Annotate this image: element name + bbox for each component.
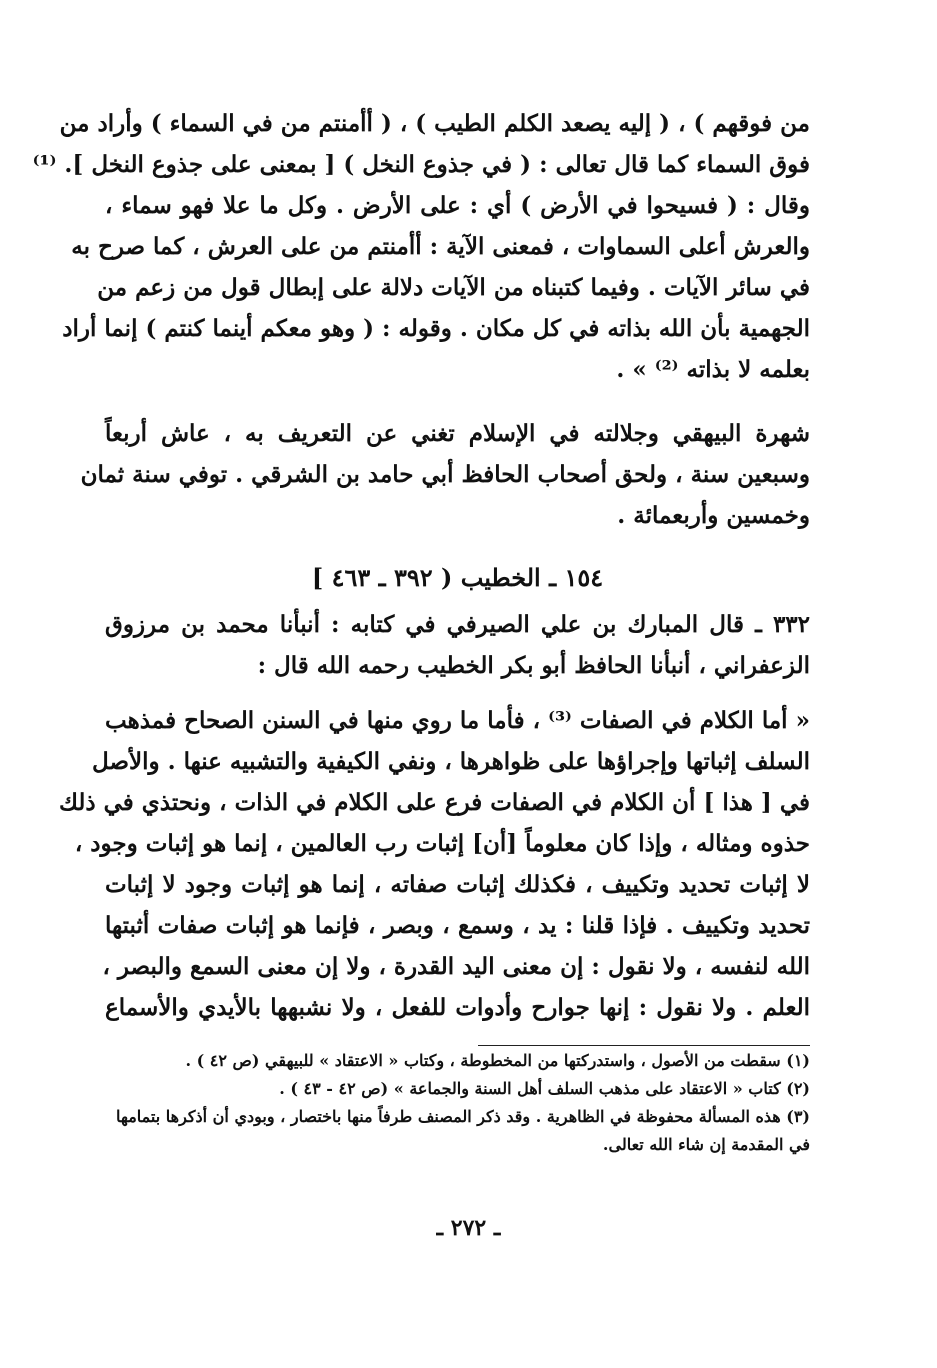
text-line: الله لنفسه ، ولا نقول : إن معنى اليد القدرة ، ولا إن معنى السمع والبصر ، [102, 953, 810, 980]
text-line: شهرة البيهقي وجلالته في الإسلام تغني عن التعريف به ، عاش أربعاً [105, 420, 810, 447]
paragraph-bayhaqi-bio [80, 413, 810, 536]
paragraph-khatib-quote [58, 700, 810, 1028]
text-line: السلف إثباتها وإجراؤها على ظواهرها ، ونفي الكيفية والتشبيه عنها . والأصل [92, 748, 810, 775]
section-heading: ١٥٤ ـ الخطيب ( ٣٩٢ ـ ٤٦٣ ] [311, 563, 604, 592]
footnote: (٢) كتاب « الاعتقاد على مذهب السلف أهل السنة والجماعة » (ص ٤٢ - ٤٣ ) . [279, 1079, 810, 1098]
page-number: ـ ٢٧٢ ـ [436, 1215, 501, 1241]
text-line: « أما الكلام في الصفات ⁽³⁾ ، فأما ما روي منها في السنن الصحاح فمذهب [105, 707, 810, 734]
footnote-divider [478, 1045, 810, 1046]
text-line: الجهمية بأن الله بذاته في كل مكان . وقوله : ( وهو معكم أينما كنتم ) إنما أراد [62, 315, 810, 342]
text-line: في سائر الآيات . وفيما كتبناه من الآيات دلالة على إبطال قول من زعم من [97, 274, 810, 301]
text-line: ٣٣٢ ـ قال المبارك بن علي الصيرفي في كتابه : أنبأنا محمد بن مرزوق [105, 611, 810, 638]
text-line: فوق السماء كما قال تعالى : ( في جذوع النخل ) [ بمعنى على جذوع النخل ]. ⁽¹⁾ [32, 151, 810, 178]
text-line: وقال : ( فسيحوا في الأرض ) أي : على الأرض . وكل ما علا فهو سماء ، [105, 192, 810, 219]
text-line: الزعفراني ، أنبأنا الحافظ أبو بكر الخطيب رحمه الله قال : [257, 652, 810, 679]
text-line: من فوقهم ) ، ( إليه يصعد الكلم الطيب ) ، ( أأمنتم من في السماء ) وأراد من [59, 110, 810, 137]
text-line: وسبعين سنة ، ولحق أصحاب الحافظ أبي حامد بن الشرقي . توفي سنة ثمان [80, 461, 810, 488]
paragraph-isnad [105, 604, 810, 686]
text-line: بعلمه لا بذاته ⁽²⁾ » . [616, 356, 810, 383]
footnote: (٣) هذه المسألة محفوظة في الظاهرية . وقد ذكر المصنف طرفاً منها باختصار ، وبودي أن أذكرها بتمامها [115, 1107, 810, 1126]
text-line: حذوه ومثاله ، وإذا كان معلوماً [أن] إثبات رب العالمين ، إنما هو إثبات وجود ، [74, 830, 810, 857]
text-line: لا إثبات تحديد وتكييف ، فكذلك إثبات صفاته ، إنما هو إثبات وجود لا إثبات [105, 871, 810, 898]
text-line: العلم . ولا نقول : إنها جوارح وأدوات للفعل ، ولا نشبهها بالأيدي والأسماع [105, 994, 810, 1021]
footnote: (١) سقطت من الأصول ، واستدركتها من المخطوطة ، وكتاب « الاعتقاد » للبيهقي (ص ٤٢ ) . [185, 1051, 810, 1070]
text-line: في [ هذا ] أن الكلام في الصفات فرع على الكلام في الذات ، ونحتذي في ذلك [58, 789, 810, 816]
paragraph-quran-verses [32, 103, 810, 390]
text-line: والعرش أعلى السماوات ، فمعنى الآية : أأمنتم من على العرش ، كما صرح به [71, 233, 810, 260]
text-line: تحديد وتكييف . فإذا قلنا : يد ، وسمع ، وبصر ، فإنما هو إثبات صفات أثبتها [105, 912, 810, 939]
text-line: وخمسين وأربعمائة . [617, 502, 810, 529]
footnotes [105, 1047, 810, 1159]
footnote: في المقدمة إن شاء الله تعالى. [602, 1135, 810, 1154]
